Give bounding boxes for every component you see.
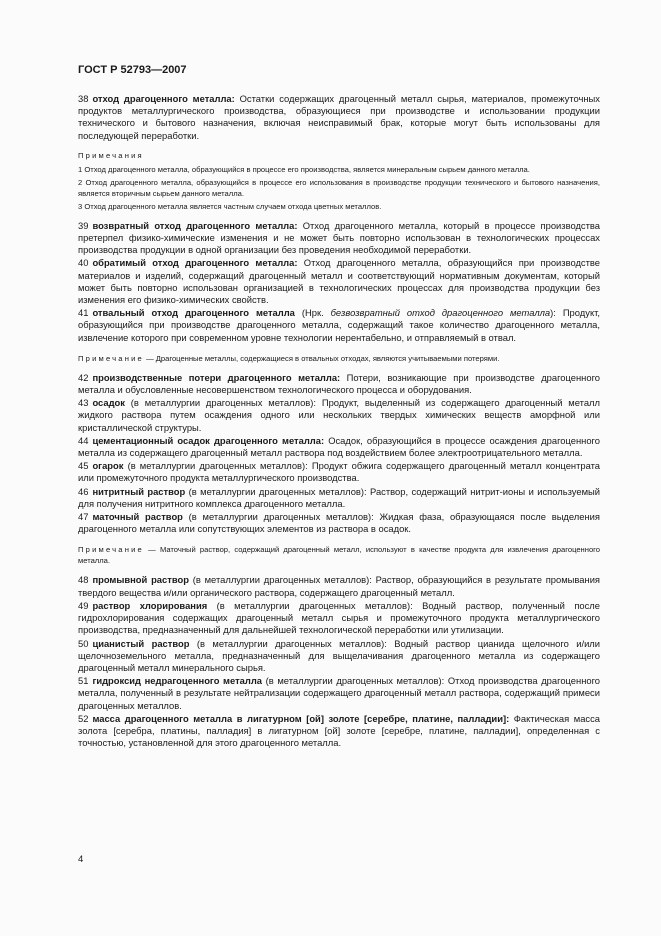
term-number: 52 [78, 712, 89, 724]
note-41 [78, 353, 600, 364]
term-title: отвальный отход драгоценного металла [92, 307, 295, 319]
notes-38 [78, 150, 600, 212]
note-label: Примечание [78, 353, 144, 363]
note-3: 3 Отход драгоценного металла является частным случаем отхода цветных металлов. [78, 201, 382, 211]
term-title: маточный раствор [92, 511, 183, 523]
term-title: цианистый раствор [92, 637, 190, 649]
term-52 [78, 713, 600, 750]
term-38 [78, 93, 600, 142]
term-title: возвратный отход драгоценного металла: [92, 219, 298, 231]
term-definition: (в металлургии драгоценных металлов): Жидкая фаза, образующаяся после выделения драгоценного металла или сопутствующих элементов из раствора в осадок. [78, 511, 600, 535]
term-title: производственные потери драгоценного металла: [92, 371, 341, 383]
term-definition: Осадок, образующийся в процессе осаждения драгоценного металла из содержащего драгоценный металл раствора под воздействием более электроотрицательного металла. [78, 434, 600, 459]
note-text: — Маточный раствор, содержащий драгоценный металл, используют в качестве продукта для извлечения драгоценного металла. [78, 545, 600, 566]
term-43 [78, 397, 600, 434]
term-number: 47 [78, 511, 89, 523]
note-text: — Драгоценные металлы, содержащиеся в отвальных отходах, являются учитываемыми потерями. [143, 353, 500, 363]
term-49 [78, 600, 600, 637]
term-46 [78, 486, 600, 510]
note-2: 2 Отход драгоценного металла, образующийся в процессе его использования в производстве продукции технического и бытового назначения, является вторичным сырьем данного металла. [78, 177, 600, 198]
term-title: масса драгоценного металла в лигатурном [ой] золоте [серебре, платине, палладии]: [92, 712, 510, 724]
term-number: 43 [78, 397, 89, 409]
term-deprecated-prefix: (Нрк. [301, 307, 324, 319]
term-title: промывной раствор [92, 574, 189, 586]
term-definition: (в металлургии драгоценных металлов): Продукт, выделенный из содержащего драгоценный металл жидкого раствора путем осаждения одного или нескольких твердых химических веществ аморфной или кристаллической структуры. [78, 397, 600, 433]
term-title: отход драгоценного металла: [92, 93, 235, 104]
term-number: 49 [78, 599, 89, 611]
term-47 [78, 511, 600, 535]
notes-title: Примечания [78, 150, 144, 160]
term-41 [78, 307, 600, 344]
term-number: 46 [78, 485, 89, 497]
note-47 [78, 544, 600, 566]
note-label: Примечание [78, 545, 144, 555]
term-number: 39 [78, 219, 89, 231]
term-number: 45 [78, 460, 89, 472]
term-title: гидроксид недрагоценного металла [92, 675, 263, 687]
term-title: раствор хлорирования [92, 599, 208, 611]
term-title: обратимый отход драгоценного металла: [92, 257, 298, 269]
term-deprecated: безвозвратный отход драгоценного металла [330, 307, 551, 319]
term-number: 40 [78, 257, 89, 269]
term-51 [78, 675, 600, 712]
term-number: 44 [78, 434, 89, 446]
term-39 [78, 220, 600, 257]
term-number: 51 [78, 675, 89, 687]
term-definition: Фактическая масса золота [серебра, платины, палладия] в лигатурном [ой] золоте [серебре, платине, палладии], определенная с точностью, установленной для этого драгоценного металла. [78, 712, 600, 749]
term-definition: ): Продукт, образующийся при производстве драгоценного металла, содержащий такое количество драгоценного металла, извлечение которого при современном уровне технологии нерентабельно, и отправляемый в отвал. [78, 307, 601, 343]
term-number: 42 [78, 371, 89, 383]
term-number: 41 [78, 307, 89, 319]
term-title: нитритный раствор [92, 485, 186, 497]
page-number: 4 [78, 854, 84, 865]
term-title: огарок [92, 460, 124, 472]
term-48 [78, 574, 600, 598]
note-1: 1 Отход драгоценного металла, образующийся в процессе его производства, является минеральным сырьем данного металла. [78, 164, 530, 174]
term-44 [78, 435, 600, 459]
term-42 [78, 372, 600, 396]
term-title: осадок [92, 397, 125, 409]
term-50 [78, 638, 600, 675]
term-definition: (в металлургии драгоценных металлов): Отход производства драгоценного металла, полученный в результате нейтрализации содержащего драгоценный металл раствора, содержащий примеси драгоценных металлов. [78, 675, 601, 711]
term-45 [78, 460, 600, 484]
term-definition: (в металлургии драгоценных металлов): Водный раствор цианида щелочного и/или щелочноземельного металла, предназначенный для выщелачивания драгоценного металла из содержащего драгоценный металл минерального сырья. [78, 637, 601, 673]
term-definition: (в металлургии драгоценных металлов): Продукт обжига содержащего драгоценный металл концентрата или промежуточного продукта металлургического производства. [78, 460, 601, 484]
term-number: 48 [78, 574, 89, 586]
term-definition: Потери, возникающие при производстве драгоценного металла и обусловленные несовершенством технологического процесса и оборудования. [78, 371, 600, 396]
document-page [78, 64, 600, 750]
term-number: 50 [78, 637, 89, 649]
term-definition: (в металлургии драгоценных металлов): Раствор, содержащий нитрит-ионы и используемый для получения нитритного комплекса драгоценного металла. [78, 485, 600, 509]
term-definition: Отход драгоценного металла, образующийся при производстве материалов и изделий, содержащий драгоценный металл и соответствующий нормативным документам, который может быть повторно использован организацией в технологических процессах для производства продукции без изменения его физико-химических свойств. [78, 257, 600, 306]
term-definition: (в металлургии драгоценных металлов): Раствор, образующийся в результате промывания твердого вещества и/или органического раствора, содержащего драгоценный металл. [78, 574, 601, 598]
term-40 [78, 257, 600, 306]
term-definition: Отход драгоценного металла, который в процессе производства претерпел физико-химические изменения и не может быть повторно использован в технологических процессах производства продукции в одной организации без проведения необходимой переработки. [78, 219, 601, 256]
document-header: ГОСТ Р 52793—2007 [78, 64, 187, 76]
term-definition: Остатки содержащих драгоценный металл сырья, материалов, промежуточных продуктов металлургического производства, образующиеся при производстве и использовании продукции технического и бытового назначения, включая неисправимый брак, которые могут быть использованы для последующей переработки. [78, 93, 600, 141]
term-definition: (в металлургии драгоценных металлов): Водный раствор, полученный после гидрохлорирования содержащих драгоценный металл сырья и промежуточного продукта металлургического производства, предназначенный для дальнейшей технологической переработки или утилизации. [78, 599, 600, 636]
term-number: 38 [78, 93, 89, 104]
term-title: цементационный осадок драгоценного металла: [92, 434, 325, 446]
